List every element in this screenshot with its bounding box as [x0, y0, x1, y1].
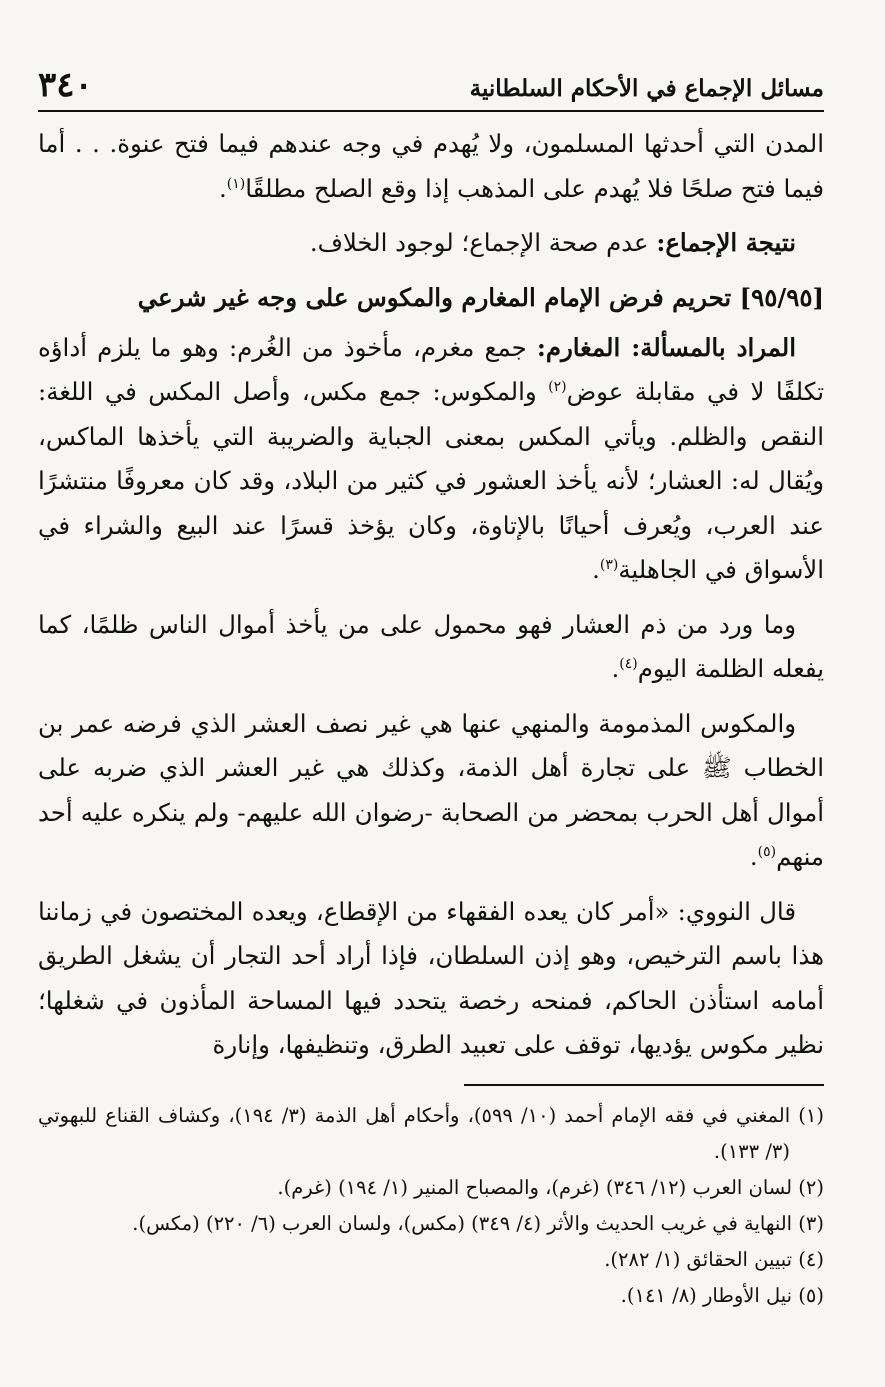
- footnotes: [38, 1098, 824, 1314]
- paragraph-1-end: .: [219, 173, 227, 203]
- result-text: عدم صحة الإجماع؛ لوجود الخلاف.: [309, 228, 657, 257]
- paragraph-2: [38, 326, 824, 593]
- paragraph-4-text: والمكوس المذمومة والمنهي عنها هي غير نصف العشر الذي فرضه عمر بن الخطاب ﷺ على تجارة أهل الذمة، وكذلك هي غير العشر الذي ضربه على أموال أهل الحرب بمحضر من الصحابة -رضوان الله عليهم- ولم ينكره عليه أحد منهم: [38, 708, 824, 871]
- ijma-result: [38, 221, 824, 266]
- paragraph-2-label: المراد بالمسألة: المغارم:: [536, 332, 797, 362]
- paragraph-2-text-b: والمكوس: جمع مكس، وأصل المكس في اللغة: النقص والظلم. ويأتي المكس بمعنى الجباية والضريبة التي يأخذها الماكس، ويُقال له: العشار؛ لأنه يأخذ العشور في كثير من البلاد، وقد كان معروفًا منتشرًا عند العرب، ويُعرف أحيانًا بالإتاوة، وكان يؤخذ قسرًا عند البيع والشراء في الأسواق في الجاهلية: [38, 377, 824, 584]
- paragraph-1: [38, 122, 824, 211]
- footnote-2: (٢) لسان العرب (١٢/ ٣٤٦) (غرم)، والمصباح المنير (١/ ١٩٤) (غرم).: [277, 1175, 824, 1199]
- body-text: [38, 122, 824, 1068]
- paragraph-5: [38, 890, 824, 1068]
- paragraph-3-end: .: [611, 654, 620, 683]
- paragraph-5-text: قال النووي: «أمر كان يعده الفقهاء من الإقطاع، ويعده المختصون في زماننا هذا باسم الترخيص، وهو إذن السلطان، فإذا أراد أحد التجار أن يشغل الطريق أمامه استأذن الحاكم، فمنحه رخصة يتحدد فيها المساحة المأذون في شغلها؛ نظير مكوس يؤديها، توقف على تعبيد الطرق، وتنظيفها، وإنارة: [38, 896, 824, 1059]
- paragraph-3: [38, 603, 824, 692]
- section-heading: [٩٥/٩٥] تحريم فرض الإمام المغارم والمكوس على وجه غير شرعي: [137, 282, 824, 312]
- page-header: [38, 65, 824, 112]
- paragraph-2-end: .: [592, 555, 600, 584]
- paragraph-2-text-a: جمع مغرم، مأخوذ من الغُرم: وهو ما يلزم أداؤه تكلفًا لا في مقابلة عوض: [38, 332, 824, 406]
- paragraph-1-text: المدن التي أحدثها المسلمون، ولا يُهدم في وجه عندهم فيما فتح عنوة. . . أما فيما فتح صلحًا فلا يُهدم على المذهب إذا وقع الصلح مطلقًا: [38, 129, 824, 203]
- footnote-ref-2: (٢): [548, 378, 567, 395]
- paragraph-4-end: .: [749, 842, 758, 871]
- paragraph-3-text: وما ورد من ذم العشار فهو محمول على من يأخذ أموال الناس ظلمًا، كما يفعله الظلمة اليوم: [38, 609, 824, 683]
- footnote-3: (٣) النهاية في غريب الحديث والأثر (٤/ ٣٤٩) (مكس)، ولسان العرب (٦/ ٢٢٠) (مكس).: [132, 1211, 824, 1235]
- result-label: نتيجة الإجماع:: [656, 228, 796, 257]
- footnote-4: (٤) تبيين الحقائق (١/ ٢٨٢).: [604, 1247, 824, 1271]
- book-page: [38, 65, 824, 1314]
- footnote-divider: [464, 1084, 824, 1086]
- footnote-1: (١) المغني في فقه الإمام أحمد (١٠/ ٥٩٩)، وأحكام أهل الذمة (٣/ ١٩٤)، وكشاف القناع للبهوتي (٣/ ١٣٣).: [38, 1103, 824, 1163]
- running-title: مسائل الإجماع في الأحكام السلطانية: [469, 75, 824, 102]
- footnote-5: (٥) نيل الأوطار (٨/ ١٤١).: [620, 1283, 824, 1307]
- page-number: ٣٤٠: [38, 65, 93, 105]
- paragraph-4: [38, 702, 824, 880]
- footnote-ref-5: (٥): [757, 843, 777, 860]
- footnote-ref-4: (٤): [619, 655, 638, 672]
- footnote-ref-1: (١): [226, 175, 246, 192]
- footnote-ref-3: (٣): [599, 556, 619, 573]
